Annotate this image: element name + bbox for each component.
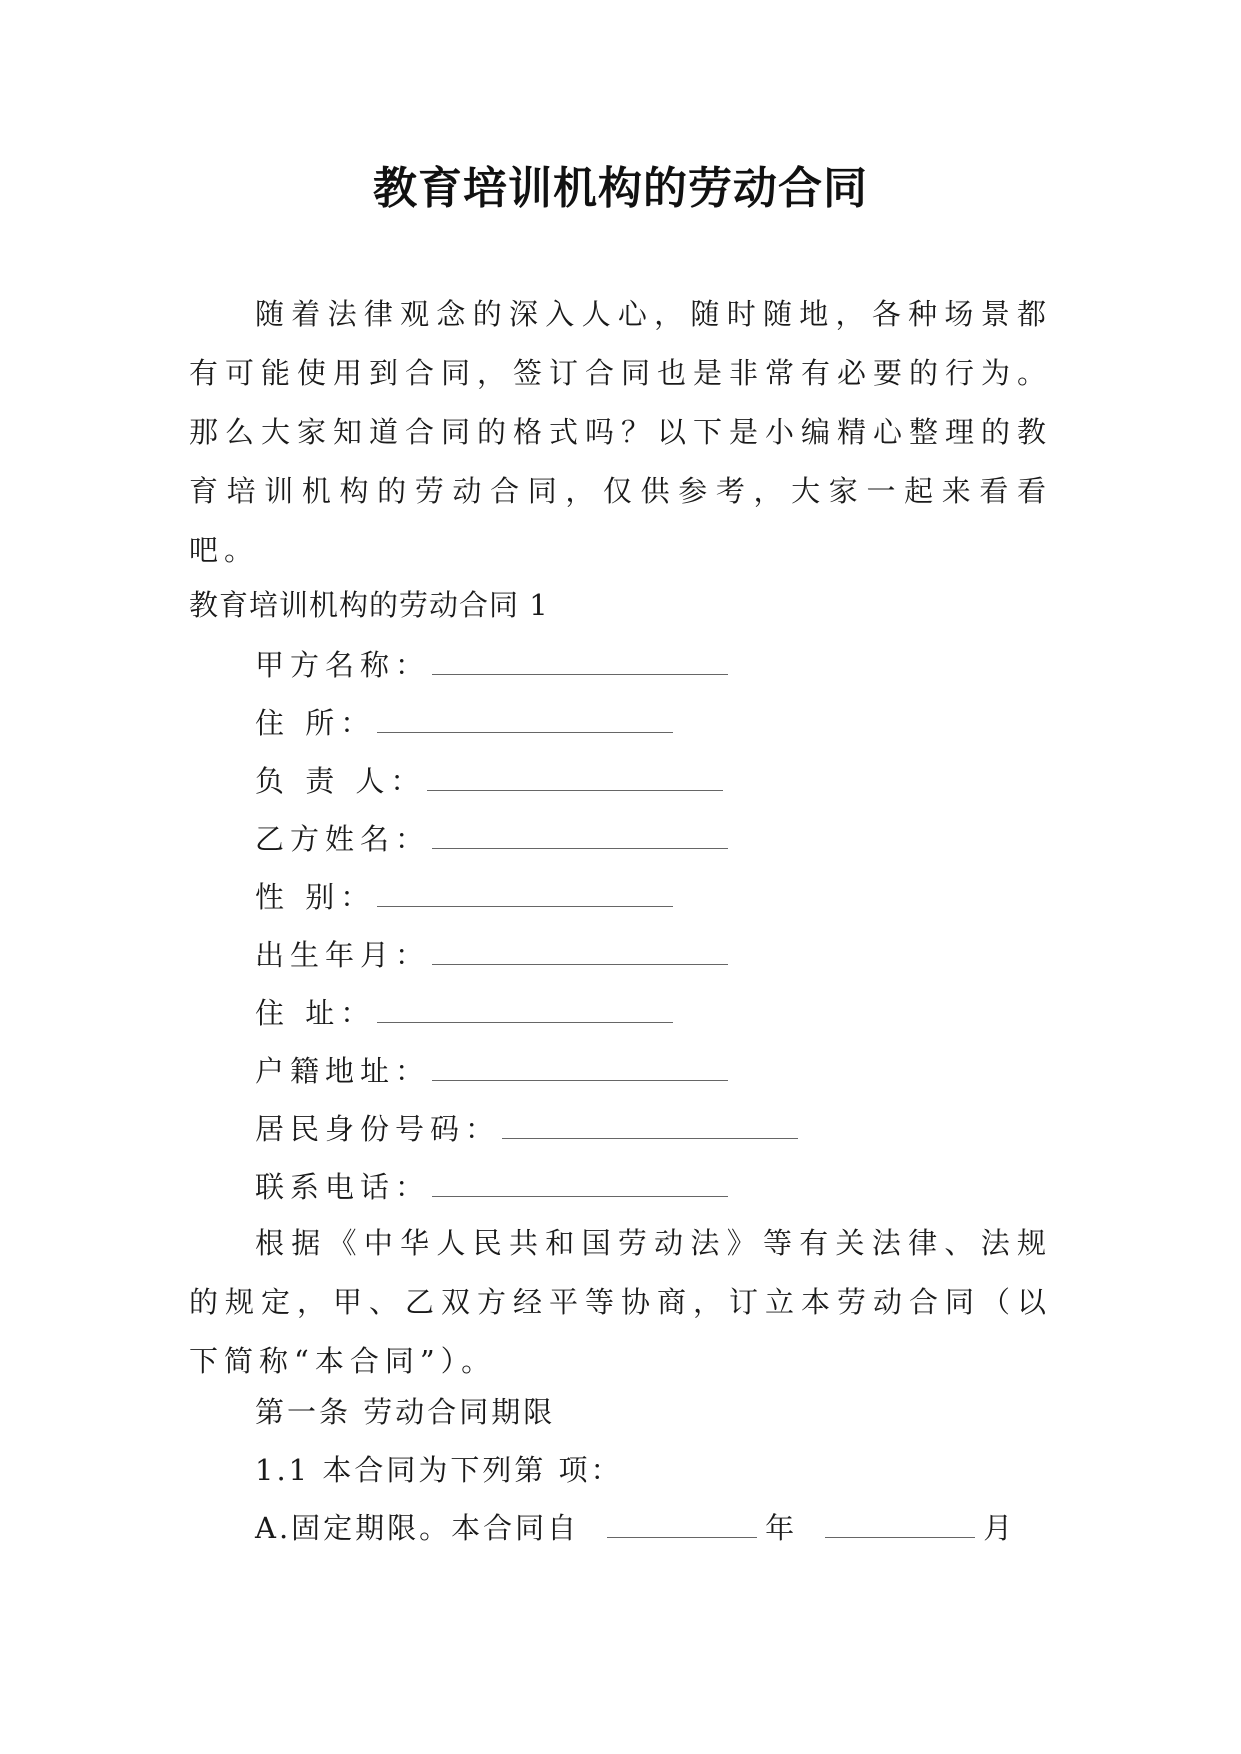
field-party-a-name <box>255 636 798 694</box>
field-label: 出生年月： <box>255 938 431 972</box>
article-1-title: 第一条 劳动合同期限 <box>255 1395 556 1429</box>
fill-in-blank <box>432 942 728 965</box>
field-residence <box>255 984 798 1042</box>
field-label: 居民身份号码： <box>255 1112 501 1146</box>
field-id-number <box>255 1100 798 1158</box>
fill-in-blank <box>502 1116 798 1139</box>
item-1-1: 1.1 本合同为下列第 项： <box>255 1453 623 1487</box>
field-label: 住 址： <box>255 996 376 1030</box>
field-household-address <box>255 1042 798 1100</box>
field-party-a-address <box>255 694 798 752</box>
field-phone <box>255 1158 798 1216</box>
fill-in-blank <box>377 1000 673 1023</box>
field-label: 户籍地址： <box>255 1054 431 1088</box>
month-label: 月 <box>983 1511 1016 1545</box>
field-party-b-name <box>255 810 798 868</box>
fill-in-blank <box>377 884 673 907</box>
fill-in-blank <box>432 1058 728 1081</box>
intro-paragraph: 随着法律观念的深入人心，随时随地，各种场景都有可能使用到合同，签订合同也是非常有必要的行为。那么大家知道合同的格式吗？以下是小编精心整理的教育培训机构的劳动合同，仅供参考，大家一起来看看吧。 <box>189 297 1052 567</box>
year-label: 年 <box>765 1511 798 1545</box>
fill-in-blank <box>377 710 673 733</box>
field-label: 联系电话： <box>255 1170 431 1204</box>
fill-in-blank <box>432 826 728 849</box>
field-label: 住 所： <box>255 706 376 740</box>
month-blank <box>825 1515 975 1538</box>
fill-in-blank <box>432 1174 728 1197</box>
fill-in-blank <box>427 768 723 791</box>
item-a-prefix: A.固定期限。本合同自 <box>255 1511 580 1545</box>
section-heading: 教育培训机构的劳动合同 1 <box>189 588 549 622</box>
field-label: 负 责 人： <box>255 764 426 798</box>
party-info-fields <box>255 636 798 1216</box>
field-label: 甲方名称： <box>255 648 431 682</box>
field-responsible-person <box>255 752 798 810</box>
year-blank <box>607 1515 757 1538</box>
field-gender <box>255 868 798 926</box>
item-a-fixed-term <box>255 1506 1045 1547</box>
basis-clause: 根据《中华人民共和国劳动法》等有关法律、法规的规定，甲、乙双方经平等协商，订立本劳动合同（以下简称“本合同”）。 <box>189 1226 1052 1378</box>
fill-in-blank <box>432 652 728 675</box>
field-label: 性 别： <box>255 880 376 914</box>
field-label: 乙方姓名： <box>255 822 431 856</box>
document-title: 教育培训机构的劳动合同 <box>373 163 868 214</box>
field-birth-date <box>255 926 798 984</box>
